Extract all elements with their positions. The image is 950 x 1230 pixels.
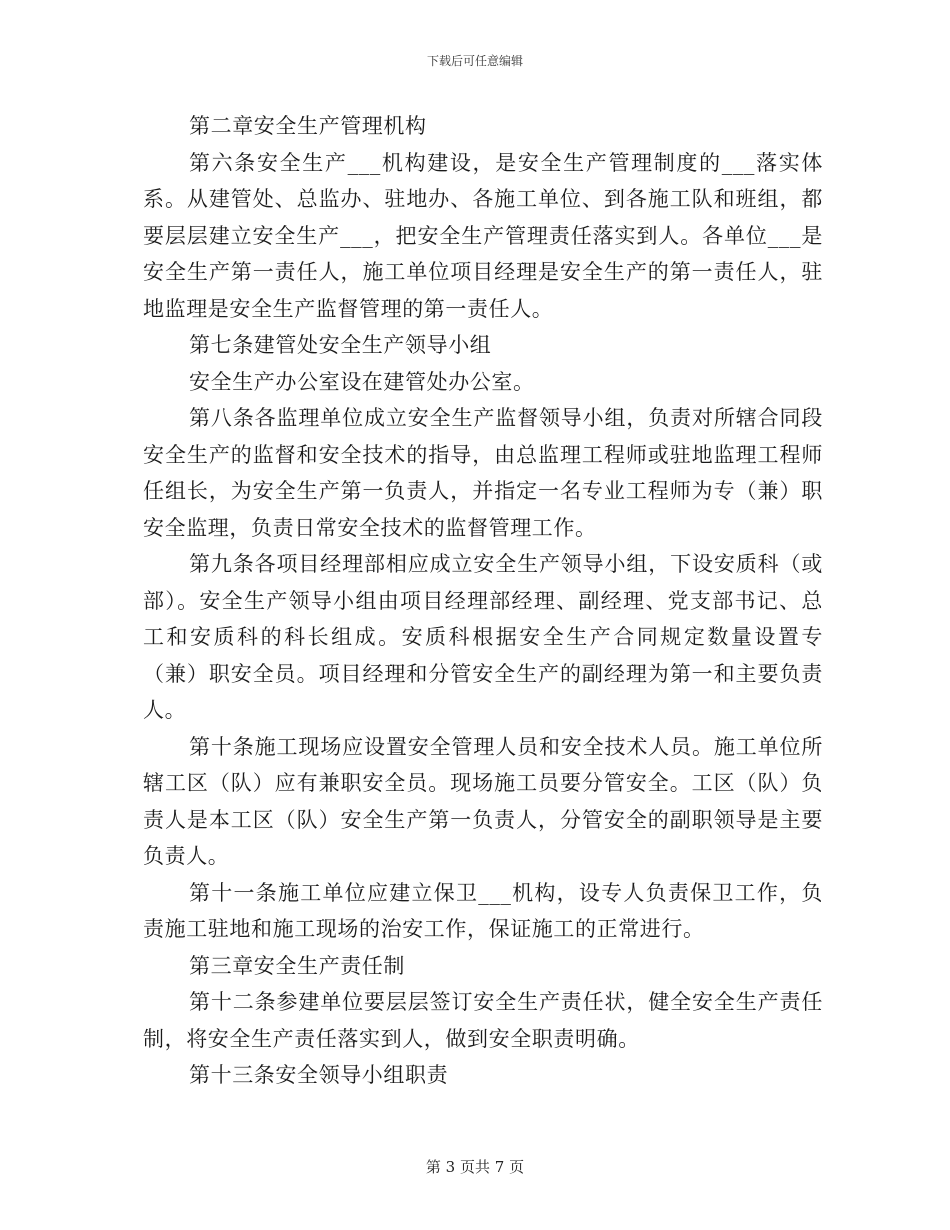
office-note: 安全生产办公室设在建管处办公室。 (189, 369, 535, 394)
header-note: 下载后可任意编辑 (426, 54, 523, 68)
article-8: 第八条各监理单位成立安全生产监督领导小组，负责对所辖合同段安全生产的监督和安全技术的指导，由总监理工程师或驻地监理工程师任组长，为安全生产第一负责人，并指定一名专业工程师为专（兼）职安全监理，负责日常安全技术的监督管理工作。 (143, 406, 823, 540)
article-10: 第十条施工现场应设置安全管理人员和安全技术人员。施工单位所辖工区（队）应有兼职安全员。现场施工员要分管安全。工区（队）负责人是本工区（队）安全生产第一负责人，分管安全的副职领导是主要负责人。 (143, 734, 823, 868)
document-body (143, 108, 823, 1094)
page-number: 第 3 页共 7 页 (425, 1158, 525, 1176)
article-9: 第九条各项目经理部相应成立安全生产领导小组，下设安质科（或部）。安全生产领导小组由项目经理部经理、副经理、党支部书记、总工和安质科的科长组成。安质科根据安全生产合同规定数量设置专（兼）职安全员。项目经理和分管安全生产的副经理为第一和主要负责人。 (143, 552, 823, 722)
article-6: 第六条安全生产___机构建设，是安全生产管理制度的___落实体系。从建管处、总监办、驻地办、各施工单位、到各施工队和班组，都要层层建立安全生产___，把安全生产管理责任落实到人。各单位___是安全生产第一责任人，施工单位项目经理是安全生产的第一责任人，驻地监理是安全生产监督管理的第一责任人。 (143, 150, 823, 321)
article-13: 第十三条安全领导小组职责 (189, 1063, 449, 1087)
chapter-heading-2: 第二章安全生产管理机构 (189, 114, 427, 138)
chapter-heading-3: 第三章安全生产责任制 (189, 953, 405, 978)
article-11: 第十一条施工单位应建立保卫___机构，设专人负责保卫工作，负责施工驻地和施工现场的治安工作，保证施工的正常进行。 (143, 880, 823, 941)
article-12: 第十二条参建单位要层层签订安全生产责任状，健全安全生产责任制，将安全生产责任落实到人，做到安全职责明确。 (143, 990, 823, 1051)
article-7: 第七条建管处安全生产领导小组 (189, 333, 492, 357)
